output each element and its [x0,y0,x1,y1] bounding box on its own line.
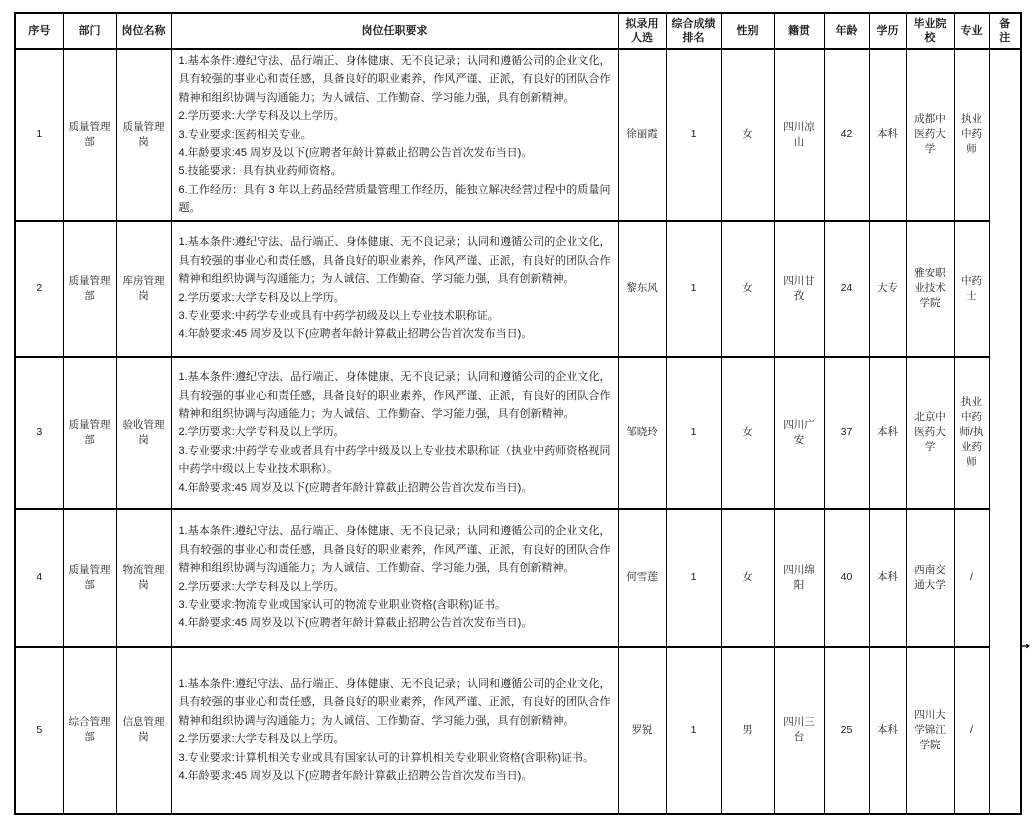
age-cell: 24 [824,221,869,357]
school-cell: 西南交通大学 [906,509,954,647]
education-cell: 本科 [869,357,906,509]
table-row [15,221,1021,357]
requirement-item: 1.基本条件:遵纪守法、品行端正、身体健康、无不良记录；认同和遵循公司的企业文化，具有较强的事业心和责任感，具备良好的职业素养，作风严谨、正派，有良好的团队合作精神和组织协调与沟通能力；为人诚信、工作勤奋、学习能力强，具有创新精神。 [178,55,611,104]
requirement-item: 2.学历要求:大学专科及以上学历。 [178,733,345,746]
gender-cell: 女 [721,509,774,647]
requirement-item: 3.专业要求:计算机相关专业或具有国家认可的计算机相关专业职业资格(含职称)证书。 [178,751,595,764]
department-cell: 质量管理部 [63,509,116,647]
requirement-item: 3.专业要求:物流专业或国家认可的物流专业职业资格(含职称)证书。 [178,599,507,612]
table-row [15,509,1021,647]
note-cell: / [954,509,989,647]
header-hometown: 籍贯 [774,13,824,49]
header-seq: 序号 [15,13,63,49]
hometown-cell: 四川甘孜 [774,221,824,357]
header-row [15,13,1021,49]
requirement-item: 1.基本条件:遵纪守法、品行端正、身体健康、无不良记录；认同和遵循公司的企业文化，具有较强的事业心和责任感，具备良好的职业素养，作风严谨、正派，有良好的团队合作精神和组织协调与沟通能力；为人诚信、工作勤奋、学习能力强，具有创新精神。 [178,236,611,286]
requirement-item: 6.工作经历：具有 3 年以上药品经营质量管理工作经历，能独立解决经营过程中的质量问题。 [178,183,611,215]
header-school: 毕业院校 [906,13,954,49]
age-cell: 25 [824,647,869,814]
header-requirements: 岗位任职要求 [171,13,618,49]
seq-cell: 1 [15,49,63,221]
header-rank: 综合成绩排名 [666,13,721,49]
requirement-item: 5.技能要求：具有执业药师资格。 [178,165,342,178]
requirement-item: 3.专业要求:中药学专业或者具有中药学中级及以上专业技术职称证（执业中药师资格视同中药学中级以上专业技术职称）。 [178,444,611,476]
recruitment-table [14,12,1022,815]
requirement-item: 4.年龄要求:45 周岁及以下(应聘者年龄计算截止招聘公告首次发布当日)。 [178,328,533,341]
candidate-cell: 何雪莲 [618,509,666,647]
education-cell: 本科 [869,509,906,647]
seq-cell: 5 [15,647,63,814]
table-row [15,49,1021,221]
age-cell: 42 [824,49,869,221]
position-cell: 库房管理岗 [116,221,171,357]
requirement-item: 4.年龄要求:45 周岁及以下(应聘者年龄计算截止招聘公告首次发布当日)。 [178,769,533,782]
rank-cell: 1 [666,509,721,647]
requirement-item: 3.专业要求:医药相关专业。 [178,128,312,141]
table-row [15,647,1021,814]
note-cell: 执业中药师/执业药师 [954,357,989,509]
education-cell: 大专 [869,221,906,357]
header-candidate: 拟录用人选 [618,13,666,49]
object-anchor-icon[interactable] [1018,644,1030,662]
position-cell: 物流管理岗 [116,509,171,647]
gender-cell: 男 [721,647,774,814]
seq-cell: 2 [15,221,63,357]
seq-cell: 4 [15,509,63,647]
requirement-item: 3.专业要求:中药学专业或具有中药学初级及以上专业技术职称证。 [178,310,499,323]
requirement-item: 1.基本条件:遵纪守法、品行端正、身体健康、无不良记录；认同和遵循公司的企业文化，具有较强的事业心和责任感，具备良好的职业素养，作风严谨、正派，有良好的团队合作精神和组织协调与沟通能力；为人诚信、工作勤奋、学习能力强，具有创新精神。 [178,525,611,575]
hometown-cell: 四川绵阳 [774,509,824,647]
header-gender: 性别 [721,13,774,49]
seq-cell: 3 [15,357,63,509]
department-cell: 综合管理部 [63,647,116,814]
note-cell: 中药士 [954,221,989,357]
candidate-cell: 罗锐 [618,647,666,814]
gender-cell: 女 [721,357,774,509]
requirement-item: 1.基本条件:遵纪守法、品行端正、身体健康、无不良记录；认同和遵循公司的企业文化，具有较强的事业心和责任感，具备良好的职业素养，作风严谨、正派，有良好的团队合作精神和组织协调与沟通能力；为人诚信、工作勤奋、学习能力强，具有创新精神。 [178,677,611,727]
header-major: 专业 [954,13,989,49]
requirement-item: 4.年龄要求:45 周岁及以下(应聘者年龄计算截止招聘公告首次发布当日)。 [178,481,533,494]
requirement-item: 2.学历要求:大学专科及以上学历。 [178,580,345,593]
rank-cell: 1 [666,647,721,814]
gender-cell: 女 [721,221,774,357]
school-cell: 四川大学锦江学院 [906,647,954,814]
education-cell: 本科 [869,647,906,814]
department-cell: 质量管理部 [63,221,116,357]
department-cell: 质量管理部 [63,357,116,509]
hometown-cell: 四川凉山 [774,49,824,221]
position-cell: 验收管理岗 [116,357,171,509]
requirement-item: 1.基本条件:遵纪守法、品行端正、身体健康、无不良记录；认同和遵循公司的企业文化，具有较强的事业心和责任感，具备良好的职业素养，作风严谨、正派，有良好的团队合作精神和组织协调与沟通能力；为人诚信、工作勤奋、学习能力强，具有创新精神。 [178,371,611,421]
requirement-item: 2.学历要求:大学专科及以上学历。 [178,291,345,304]
requirements-cell [171,49,618,221]
school-cell: 雅安职业技术学院 [906,221,954,357]
candidate-cell: 徐丽霞 [618,49,666,221]
table-row [15,357,1021,509]
gender-cell: 女 [721,49,774,221]
rank-cell: 1 [666,357,721,509]
requirement-item: 2.学历要求:大学专科及以上学历。 [178,426,345,439]
note-cell: 执业中药师 [954,49,989,221]
requirements-cell [171,509,618,647]
requirements-cell [171,357,618,509]
hometown-cell: 四川广安 [774,357,824,509]
position-cell: 质量管理岗 [116,49,171,221]
candidate-cell: 邹晓玲 [618,357,666,509]
header-department: 部门 [63,13,116,49]
age-cell: 37 [824,357,869,509]
hometown-cell: 四川三台 [774,647,824,814]
header-age: 年龄 [824,13,869,49]
requirements-cell [171,647,618,814]
requirement-item: 4.年龄要求:45 周岁及以下(应聘者年龄计算截止招聘公告首次发布当日)。 [178,147,533,160]
department-cell: 质量管理部 [63,49,116,221]
header-note: 备注 [989,13,1021,49]
age-cell: 40 [824,509,869,647]
header-position: 岗位名称 [116,13,171,49]
requirements-cell [171,221,618,357]
rank-cell: 1 [666,221,721,357]
position-cell: 信息管理岗 [116,647,171,814]
requirement-item: 4.年龄要求:45 周岁及以下(应聘者年龄计算截止招聘公告首次发布当日)。 [178,617,533,630]
education-cell: 本科 [869,49,906,221]
requirement-item: 2.学历要求:大学专科及以上学历。 [178,110,345,123]
candidate-cell: 黎东风 [618,221,666,357]
rank-cell: 1 [666,49,721,221]
school-cell: 成都中医药大学 [906,49,954,221]
note-cell: / [954,647,989,814]
header-education: 学历 [869,13,906,49]
school-cell: 北京中医药大学 [906,357,954,509]
